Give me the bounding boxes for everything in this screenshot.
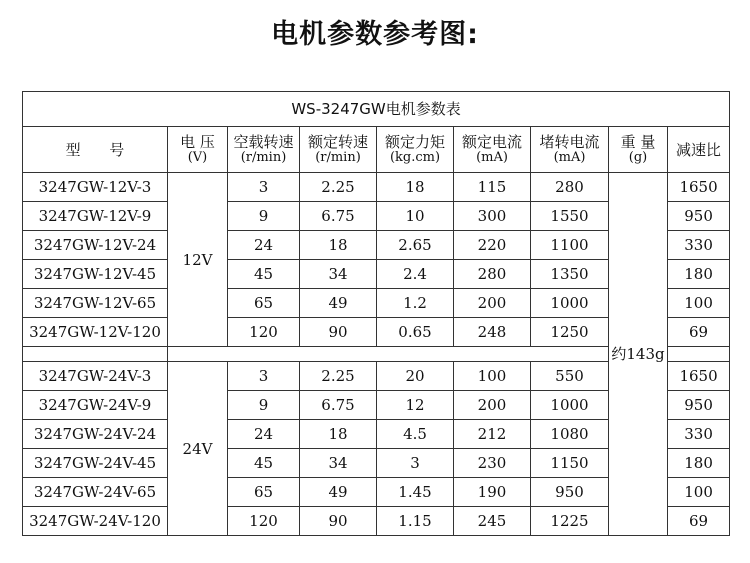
cell-model: 3247GW-12V-120	[23, 318, 168, 347]
cell-ratio: 950	[668, 391, 730, 420]
cell-weight: 约143g	[609, 173, 668, 536]
header-no-load-speed-label: 空载转速	[233, 132, 294, 151]
cell-stall-current: 1150	[531, 449, 609, 478]
header-no-load-speed	[228, 127, 300, 173]
header-model-char-1: 型	[65, 140, 81, 159]
cell-rated-speed: 49	[300, 289, 377, 318]
cell-rated-torque: 4.5	[377, 420, 454, 449]
header-voltage-label: 电 压	[180, 132, 215, 151]
cell-ratio: 180	[668, 449, 730, 478]
cell-rated-current: 230	[454, 449, 531, 478]
cell-rated-torque: 3	[377, 449, 454, 478]
cell-rated-torque: 2.65	[377, 231, 454, 260]
cell-stall-current: 280	[531, 173, 609, 202]
cell-stall-current: 1550	[531, 202, 609, 231]
cell-rated-torque: 12	[377, 391, 454, 420]
table-row	[23, 173, 730, 202]
header-stall-current-unit: (mA)	[553, 149, 586, 165]
cell-model: 3247GW-24V-3	[23, 362, 168, 391]
cell-rated-torque: 0.65	[377, 318, 454, 347]
cell-rated-speed: 34	[300, 449, 377, 478]
cell-rated-speed: 2.25	[300, 362, 377, 391]
cell-model: 3247GW-12V-3	[23, 173, 168, 202]
cell-stall-current: 950	[531, 478, 609, 507]
header-rated-torque	[377, 127, 454, 173]
cell-no-load-speed: 9	[228, 202, 300, 231]
cell-ratio: 69	[668, 507, 730, 536]
cell-model: 3247GW-12V-45	[23, 260, 168, 289]
cell-ratio: 330	[668, 420, 730, 449]
cell-rated-torque: 18	[377, 173, 454, 202]
header-stall-current	[531, 127, 609, 173]
cell-rated-speed: 90	[300, 318, 377, 347]
cell-stall-current: 1000	[531, 391, 609, 420]
cell-rated-speed: 6.75	[300, 391, 377, 420]
cell-model: 3247GW-24V-9	[23, 391, 168, 420]
spacer-cell	[668, 347, 730, 362]
cell-rated-speed: 18	[300, 231, 377, 260]
cell-model: 3247GW-24V-120	[23, 507, 168, 536]
spacer-cell	[23, 347, 168, 362]
table-title-row	[23, 92, 730, 127]
cell-rated-current: 212	[454, 420, 531, 449]
cell-ratio: 950	[668, 202, 730, 231]
cell-stall-current: 1250	[531, 318, 609, 347]
header-stall-current-label: 堵转电流	[539, 132, 600, 151]
header-weight	[609, 127, 668, 173]
cell-rated-current: 190	[454, 478, 531, 507]
cell-rated-speed: 18	[300, 420, 377, 449]
cell-no-load-speed: 120	[228, 318, 300, 347]
header-voltage	[168, 127, 228, 173]
header-rated-speed-label: 额定转速	[307, 132, 368, 151]
cell-rated-current: 220	[454, 231, 531, 260]
cell-rated-speed: 6.75	[300, 202, 377, 231]
cell-rated-torque: 20	[377, 362, 454, 391]
cell-no-load-speed: 3	[228, 173, 300, 202]
header-rated-torque-unit: (kg.cm)	[389, 149, 441, 165]
header-rated-current	[454, 127, 531, 173]
cell-model: 3247GW-24V-24	[23, 420, 168, 449]
spacer-cell	[168, 347, 609, 362]
cell-model: 3247GW-24V-65	[23, 478, 168, 507]
cell-model: 3247GW-12V-9	[23, 202, 168, 231]
cell-voltage: 24V	[168, 362, 228, 536]
motor-spec-table	[22, 91, 730, 536]
cell-rated-current: 245	[454, 507, 531, 536]
cell-model: 3247GW-12V-65	[23, 289, 168, 318]
cell-voltage: 12V	[168, 173, 228, 347]
cell-rated-speed: 90	[300, 507, 377, 536]
cell-stall-current: 1350	[531, 260, 609, 289]
cell-rated-torque: 1.45	[377, 478, 454, 507]
header-model	[23, 127, 168, 173]
cell-no-load-speed: 45	[228, 260, 300, 289]
header-rated-speed	[300, 127, 377, 173]
cell-stall-current: 1080	[531, 420, 609, 449]
header-voltage-unit: (V)	[187, 149, 208, 165]
cell-stall-current: 1225	[531, 507, 609, 536]
cell-rated-speed: 49	[300, 478, 377, 507]
cell-ratio: 1650	[668, 362, 730, 391]
cell-model: 3247GW-12V-24	[23, 231, 168, 260]
header-weight-label: 重 量	[620, 132, 656, 151]
cell-rated-torque: 2.4	[377, 260, 454, 289]
cell-no-load-speed: 3	[228, 362, 300, 391]
cell-rated-speed: 34	[300, 260, 377, 289]
cell-ratio: 100	[668, 478, 730, 507]
cell-no-load-speed: 9	[228, 391, 300, 420]
cell-stall-current: 1000	[531, 289, 609, 318]
header-row	[23, 127, 730, 173]
cell-rated-current: 200	[454, 391, 531, 420]
cell-no-load-speed: 65	[228, 478, 300, 507]
header-rated-current-label: 额定电流	[461, 132, 522, 151]
cell-model: 3247GW-24V-45	[23, 449, 168, 478]
cell-stall-current: 1100	[531, 231, 609, 260]
header-rated-current-unit: (mA)	[476, 149, 508, 165]
cell-no-load-speed: 24	[228, 420, 300, 449]
cell-ratio: 180	[668, 260, 730, 289]
header-ratio: 减速比	[668, 127, 730, 173]
cell-ratio: 1650	[668, 173, 730, 202]
cell-rated-current: 200	[454, 289, 531, 318]
table-title: WS-3247GW电机参数表	[23, 92, 730, 127]
cell-stall-current: 550	[531, 362, 609, 391]
cell-rated-current: 248	[454, 318, 531, 347]
cell-rated-current: 115	[454, 173, 531, 202]
cell-rated-torque: 1.15	[377, 507, 454, 536]
cell-ratio: 330	[668, 231, 730, 260]
cell-rated-current: 100	[454, 362, 531, 391]
header-model-char-2: 号	[109, 140, 125, 159]
cell-no-load-speed: 45	[228, 449, 300, 478]
header-rated-torque-label: 额定力矩	[384, 132, 445, 151]
header-no-load-speed-unit: (r/min)	[240, 149, 287, 165]
cell-ratio: 100	[668, 289, 730, 318]
cell-rated-torque: 10	[377, 202, 454, 231]
cell-rated-torque: 1.2	[377, 289, 454, 318]
cell-ratio: 69	[668, 318, 730, 347]
cell-no-load-speed: 24	[228, 231, 300, 260]
cell-no-load-speed: 65	[228, 289, 300, 318]
header-rated-speed-unit: (r/min)	[315, 149, 361, 165]
page-title: 电机参数参考图:	[271, 19, 479, 50]
cell-rated-current: 280	[454, 260, 531, 289]
cell-rated-speed: 2.25	[300, 173, 377, 202]
cell-rated-current: 300	[454, 202, 531, 231]
header-weight-unit: (g)	[628, 149, 648, 165]
cell-no-load-speed: 120	[228, 507, 300, 536]
